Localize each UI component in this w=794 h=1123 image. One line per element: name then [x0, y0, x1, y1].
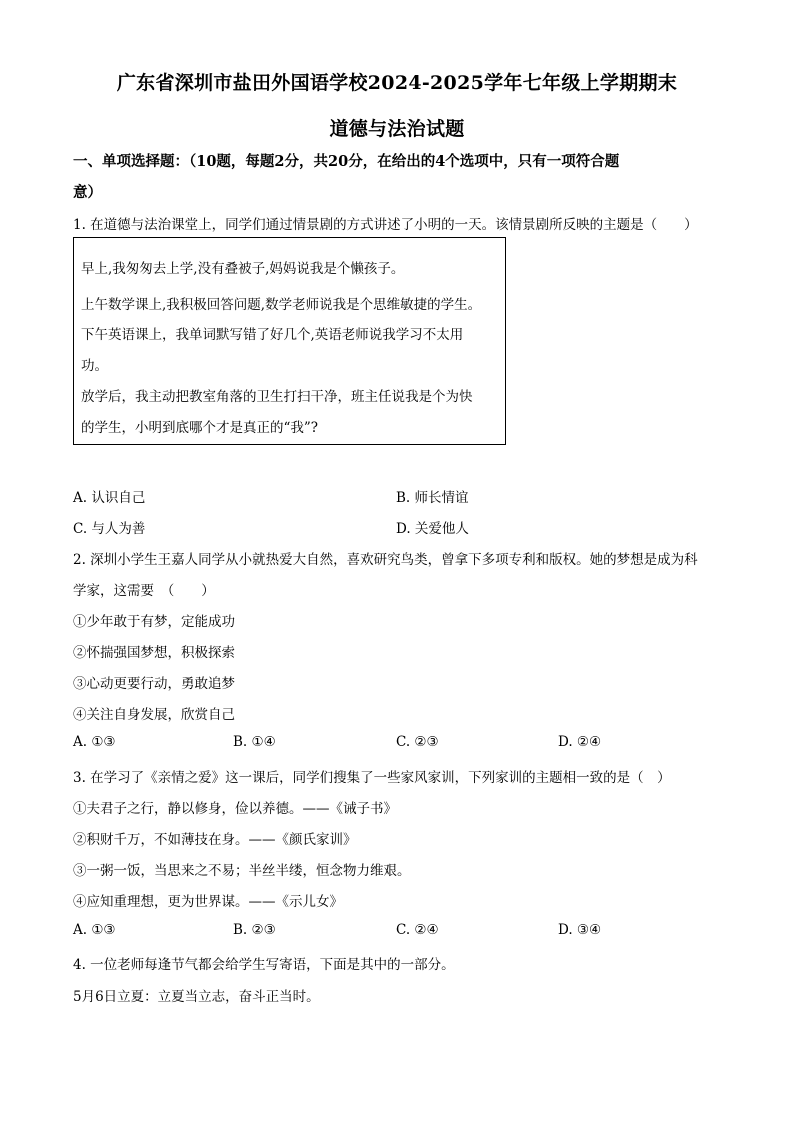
scenario-line: 的学生，小明到底哪个才是真正的“我”?	[81, 420, 319, 436]
question-2-item: ③心动更要行动，勇敢追梦	[73, 676, 235, 692]
question-3-stem: 3. 在学习了《亲情之爱》这一课后，同学们搜集了一些家风家训，下列家训的主题相一致的是（ ）	[73, 770, 671, 786]
section-heading-cont: 意）	[73, 184, 102, 201]
question-1-stem: 1. 在道德与法治课堂上，同学们通过情景剧的方式讲述了小明的一天。该情景剧所反映的主题是（ ）	[73, 217, 698, 233]
question-3-option-d: D. ③④	[558, 922, 602, 938]
question-3-item: ③一粥一饭，当思来之不易；半丝半缕，恒念物力维艰。	[73, 863, 411, 879]
question-2-option-b: B. ①④	[233, 734, 276, 750]
question-3-option-a: A. ①③	[73, 922, 116, 938]
page-subtitle: 道德与法治试题	[329, 118, 465, 140]
scenario-line: 上午数学课上,我积极回答问题,数学老师说我是个思维敏捷的学生。	[81, 297, 482, 313]
question-2-item: ②怀揣强国梦想，积极探索	[73, 645, 235, 661]
question-2-option-a: A. ①③	[73, 734, 116, 750]
question-3-item: ①夫君子之行，静以修身，俭以养德。——《诫子书》	[73, 801, 397, 817]
question-4-line: 5月6日立夏：立夏当立志，奋斗正当时。	[73, 989, 320, 1005]
scenario-line: 功。	[81, 358, 108, 374]
question-3-option-b: B. ②③	[233, 922, 276, 938]
question-4-stem: 4. 一位老师每逢节气都会给学生写寄语，下面是其中的一部分。	[73, 957, 455, 973]
question-2-option-d: D. ②④	[558, 734, 602, 750]
question-1-scenario-box	[73, 237, 506, 445]
question-3-item: ④应知重理想，更为世界谋。——《示儿女》	[73, 894, 343, 910]
question-1-option-c: C. 与人为善	[73, 521, 146, 537]
scenario-line: 下午英语课上，我单词默写错了好几个,英语老师说我学习不太用	[81, 327, 464, 343]
question-1-option-b: B. 师长情谊	[396, 490, 469, 506]
question-3-item: ②积财千万，不如薄技在身。——《颜氏家训》	[73, 832, 357, 848]
question-1-option-d: D. 关爱他人	[396, 521, 469, 537]
question-2-stem-cont: 学家，这需要 （ ）	[73, 583, 215, 599]
question-3-option-c: C. ②④	[396, 922, 439, 938]
scenario-line: 放学后，我主动把教室角落的卫生打扫干净，班主任说我是个为快	[81, 389, 473, 405]
question-1-option-a: A. 认识自己	[73, 490, 146, 506]
scenario-line: 早上,我匆匆去上学,没有叠被子,妈妈说我是个懒孩子。	[81, 261, 405, 277]
question-2-option-c: C. ②③	[396, 734, 439, 750]
page-title: 广东省深圳市盐田外国语学校2024-2025学年七年级上学期期末	[116, 72, 678, 94]
question-2-item: ④关注自身发展，欣赏自己	[73, 707, 235, 723]
section-heading: 一、单项选择题：（10题，每题2分，共20分，在给出的4个选项中，只有一项符合题	[73, 153, 620, 170]
question-2-item: ①少年敢于有梦，定能成功	[73, 614, 235, 630]
question-2-stem: 2. 深圳小学生王嘉人同学从小就热爱大自然，喜欢研究鸟类，曾拿下多项专利和版权。她的梦想是成为科	[73, 552, 698, 568]
